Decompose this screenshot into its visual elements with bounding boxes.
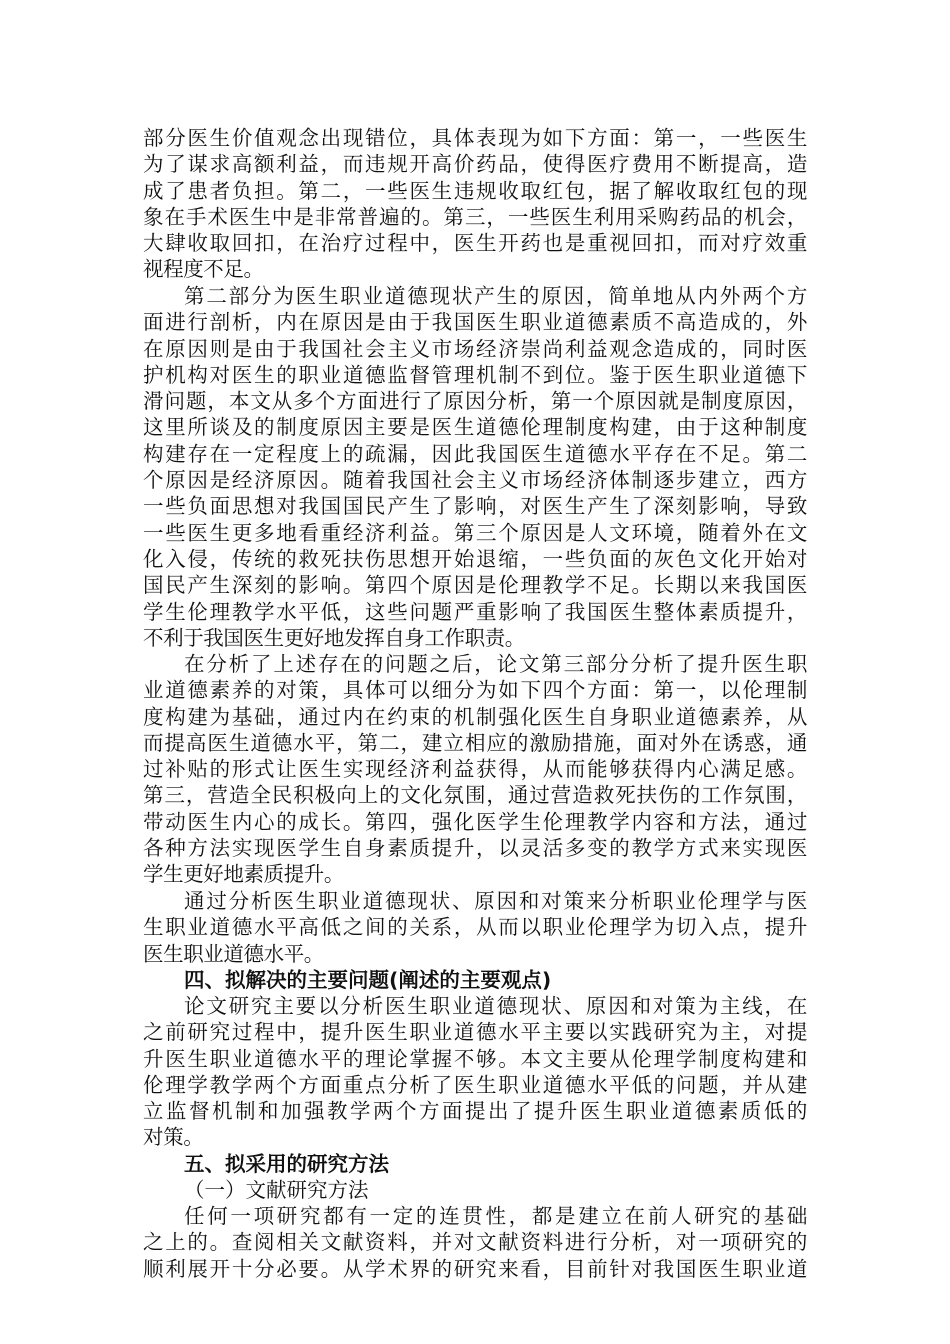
text-line: 象在手术医生中是非常普遍的。第三，一些医生利用采购药品的机会， [143,204,807,229]
paragraph-countermeasures [143,651,807,888]
paragraph-literature-research [143,1203,807,1282]
text-line: 伦理学教学两个方面重点分析了医生职业道德水平低的问题，并从建 [143,1072,807,1097]
section-heading-main-problems: 四、拟解决的主要问题(阐述的主要观点) [184,968,552,992]
text-line: 成了患者负担。第二，一些医生违规收取红包，据了解收取红包的现 [143,178,807,203]
paragraph-value-problems [143,125,807,283]
text-line: 升医生职业道德水平的理论掌握不够。本文主要从伦理学制度构建和 [143,1046,807,1071]
text-line: 任何一项研究都有一定的连贯性，都是建立在前人研究的基础 [184,1204,807,1228]
text-line: 护机构对医生的职业道德监督管理机制不到位。鉴于医生职业道德下 [143,362,807,387]
text-line: 一些负面思想对我国国民产生了影响，对医生产生了深刻影响，导致 [143,494,807,519]
text-line: 视程度不足。 [143,257,264,282]
text-line: 国民产生深刻的影响。第四个原因是伦理教学不足。长期以来我国医 [143,573,807,598]
text-line: 化入侵，传统的救死扶伤思想开始退缩，一些负面的灰色文化开始对 [143,546,807,571]
text-line: 顺利展开十分必要。从学术界的研究来看，目前针对我国医生职业道 [143,1256,807,1281]
text-line: 生职业道德水平高低之间的关系，从而以职业伦理学为切入点，提升 [143,915,807,940]
text-line: 度构建为基础，通过内在约束的机制强化医生自身职业道德素养，从 [143,704,807,729]
text-line: 个原因是经济原因。随着我国社会主义市场经济体制逐步建立，西方 [143,468,807,493]
text-line: 构建存在一定程度上的疏漏，因此我国医生道德水平存在不足。第二 [143,441,807,466]
text-line: 第三，营造全民积极向上的文化氛围，通过营造救死扶伤的工作氛围， [143,783,807,808]
paragraph-causes [143,283,807,651]
text-line: 部分医生价值观念出现错位，具体表现为如下方面：第一，一些医生 [143,126,807,150]
text-line: 为了谋求高额利益，而违规开高价药品，使得医疗费用不断提高，造 [143,152,807,177]
text-line: 通过分析医生职业道德现状、原因和对策来分析职业伦理学与医 [184,889,807,913]
text-line: 带动医生内心的成长。第四，强化医学生伦理教学内容和方法，通过 [143,809,807,834]
text-line: 大肆收取回扣，在治疗过程中，医生开药也是重视回扣，而对疗效重 [143,231,807,256]
text-line: 之上的。查阅相关文献资料，并对文献资料进行分析，对一项研究的 [143,1230,807,1255]
text-line: 这里所谈及的制度原因主要是医生道德伦理制度构建，由于这种制度 [143,415,807,440]
text-line: 过补贴的形式让医生实现经济利益获得，从而能够获得内心满足感。 [143,757,807,782]
section-heading-research-methods: 五、拟采用的研究方法 [184,1152,389,1176]
paragraph-summary [143,888,807,967]
text-line: 一些医生更多地看重经济利益。第三个原因是人文环境，随着外在文 [143,520,807,545]
text-line: 论文研究主要以分析医生职业道德现状、原因和对策为主线，在 [184,994,807,1018]
text-line: 面进行剖析，内在原因是由于我国医生职业道德素质不高造成的，外 [143,310,807,335]
text-line: 业道德素养的对策，具体可以细分为如下四个方面：第一，以伦理制 [143,678,807,703]
text-line: 滑问题，本文从多个方面进行了原因分析，第一个原因就是制度原因， [143,389,807,414]
text-line: 立监督机制和加强教学两个方面提出了提升医生职业道德素质低的 [143,1099,807,1124]
text-line: 第二部分为医生职业道德现状产生的原因，简单地从内外两个方 [184,284,807,308]
text-line: 学生更好地素质提升。 [143,862,344,887]
text-line: 医生职业道德水平。 [143,941,324,966]
paragraph-main-views [143,993,807,1151]
text-line: 而提高医生道德水平，第二，建立相应的激励措施，面对外在诱惑，通 [143,730,807,755]
text-line: 学生伦理教学水平低，这些问题严重影响了我国医生整体素质提升， [143,599,807,624]
text-line: 在分析了上述存在的问题之后，论文第三部分分析了提升医生职 [184,652,807,676]
text-line: 各种方法实现医学生自身素质提升，以灵活多变的教学方式来实现医 [143,836,807,861]
text-line: 在原因则是由于我国社会主义市场经济崇尚利益观念造成的，同时医 [143,336,807,361]
subsection-heading-literature-method: （一）文献研究方法 [184,1178,369,1202]
text-line: 对策。 [143,1125,204,1150]
text-line: 不利于我国医生更好地发挥自身工作职责。 [143,625,525,650]
text-line: 之前研究过程中，提升医生职业道德水平主要以实践研究为主，对提 [143,1020,807,1045]
